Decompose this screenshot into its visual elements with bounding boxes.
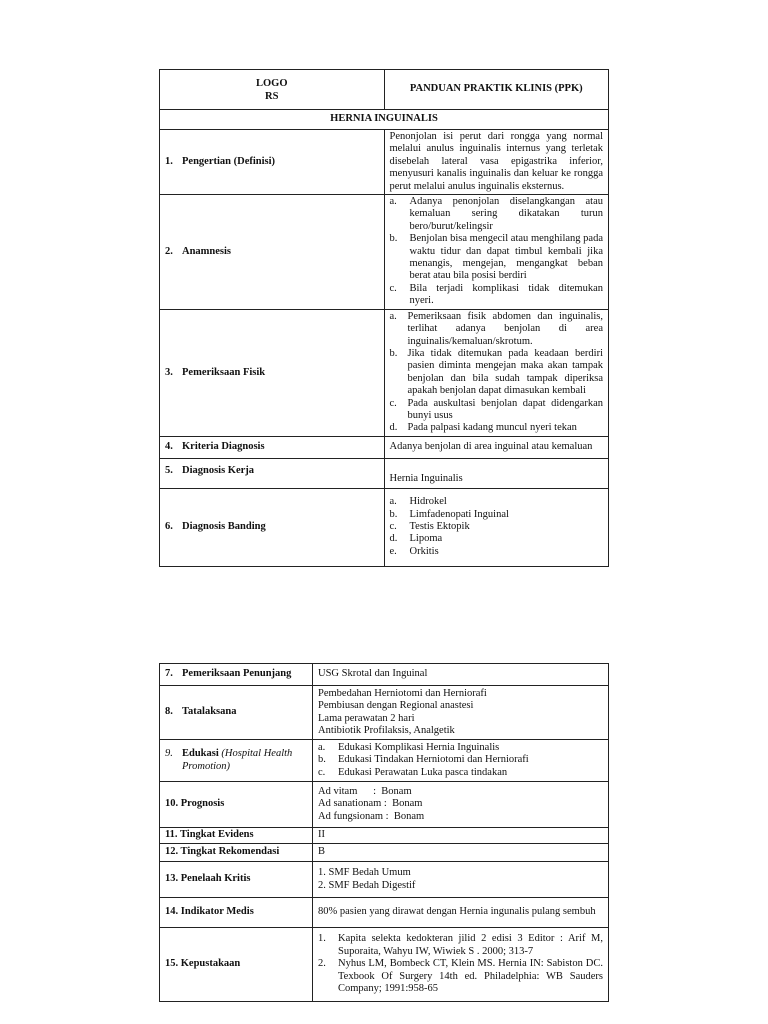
list-item-text: Kapita selekta kedokteran jilid 2 edisi 3 Editor : Arif M, Suporaita, Wahyu IW, Wiwiek S . 2000; 313-7 [338,933,603,957]
list-marker: b. [389,233,398,245]
list-item [318,742,603,754]
list-item-text: Nyhus LM, Bombeck CT, Klein MS. Hernia IN: Sabiston DC. Texbook Of Surgery 14th ed. Philadelphia: WB Sauders Company; 1991:958-65 [338,958,603,995]
row-label-edukasi: 9. Edukasi (Hospital Health Promotion) [160,740,313,782]
kepustakaan-list [318,933,603,995]
list-item-text: Limfadenopati Inguinal [409,508,509,520]
row-label-kriteria-diagnosis: 4. Kriteria Diagnosis [160,436,385,458]
text-line: Pembiusan dengan Regional anastesi [318,700,474,712]
row-label-indikator-medis: 14. Indikator Medis [160,898,313,928]
list-item [318,933,603,958]
row-value-kriteria-diagnosis: Adanya benjolan di area inguinal atau kemaluan [384,436,609,458]
row-value-tatalaksana [313,686,609,740]
list-marker: e. [389,545,397,557]
list-marker: c. [389,397,397,409]
penelaah-kritis-lines [318,867,603,892]
document-title: PANDUAN PRAKTIK KLINIS (PPK) [384,70,609,110]
row-value-tingkat-rekomendasi: B [313,844,609,862]
list-item-text: Lipoma [409,533,443,545]
list-item [390,196,604,233]
row-label-diagnosis-banding: 6. Diagnosis Banding [160,488,385,566]
text-line: Ad fungsionam : Bonam [318,810,425,822]
text-line: Ad vitam : Bonam [318,785,412,797]
list-marker: 1. [318,933,326,945]
anamnesis-list [390,196,604,308]
list-item [318,754,603,766]
row-label-kepustakaan: 15. Kepustakaan [160,928,313,1002]
prognosis-lines [318,786,603,823]
text-line: Antibiotik Profilaksis, Analgetik [318,724,455,736]
list-marker: b. [318,754,326,766]
row-label-tingkat-rekomendasi: 12. Tingkat Rekomendasi [160,844,313,862]
row-value-pemeriksaan-penunjang: USG Skrotal dan Inguinal [313,664,609,686]
list-item [390,496,604,508]
logo-placeholder [160,70,385,110]
list-marker: d. [389,533,398,545]
list-item-text: Benjolan bisa mengecil atau menghilang pada waktu tidur dan dapat timbul kembali jika menangis, mengejan, mengangkat beban berat atau bila posisi berdiri [409,233,603,282]
row-label-prognosis: 10. Prognosis [160,782,313,828]
row-value-pengertian: Penonjolan isi perut dari rongga yang normal melalui anulus inguinalis internus yang terletak disebelah lateral vasa epigastrika inferior, menyusuri kanalis inguinalis dan keluar ke rongga perut melalui anulus inguinalis eksternus. [384,130,609,195]
text-line: Lama perawatan 2 hari [318,712,415,724]
list-item-text: Hidrokel [409,496,447,508]
list-item-text: Testis Ektopik [409,521,470,533]
list-item [390,422,604,434]
row-value-tingkat-evidens: II [313,828,609,844]
text-line: 2. SMF Bedah Digestif [318,879,416,891]
logo-line-2: RS [265,90,279,102]
list-item [390,509,604,521]
list-item-text: Edukasi Komplikasi Hernia Inguinalis [338,741,500,753]
list-marker: b. [389,508,398,520]
list-item-text: Pada palpasi kadang muncul nyeri tekan [407,422,577,434]
list-marker: a. [389,310,397,322]
list-marker: a. [389,496,397,508]
list-item [390,546,604,558]
list-item-text: Pemeriksaan fisik abdomen dan inguinalis, terlihat adanya benjolan di area inguinalis/kemaluan/skrotum. [407,310,603,347]
pemeriksaan-fisik-list [390,311,604,435]
list-marker: c. [389,282,397,294]
text-line: Ad sanationam : Bonam [318,798,423,810]
edukasi-list [318,742,603,779]
tatalaksana-lines [318,688,603,738]
row-value-anamnesis [384,195,609,310]
list-item-text: Edukasi Perawatan Luka pasca tindakan [338,766,508,778]
row-value-diagnosis-kerja: Hernia Inguinalis [384,458,609,488]
diagnosis-banding-list [390,496,604,558]
row-value-edukasi [313,740,609,782]
row-value-diagnosis-banding [384,488,609,566]
ppk-table-page-1 [159,69,609,567]
list-item [390,311,604,348]
row-label-tingkat-evidens: 11. Tingkat Evidens [160,828,313,844]
row-label-tatalaksana: 8. Tatalaksana [160,686,313,740]
list-marker: b. [389,347,398,359]
row-label-penelaah-kritis: 13. Penelaah Kritis [160,862,313,898]
list-marker: c. [389,521,397,533]
logo-line-1: LOGO [255,77,288,89]
row-label-pemeriksaan-penunjang: 7. Pemeriksaan Penunjang [160,664,313,686]
ppk-table-page-2 [159,663,609,1002]
list-item [390,283,604,308]
list-item [390,233,604,283]
list-item [390,533,604,545]
list-marker: a. [389,196,397,208]
row-value-pemeriksaan-fisik [384,309,609,436]
list-item-text: Orkitis [409,545,439,557]
list-marker: c. [318,766,326,778]
row-value-indikator-medis: 80% pasien yang dirawat dengan Hernia ingunalis pulang sembuh [313,898,609,928]
list-item [390,521,604,533]
list-item-text: Edukasi Tindakan Herniotomi dan Herniorafi [338,754,529,766]
row-value-penelaah-kritis [313,862,609,898]
row-label-diagnosis-kerja: 5. Diagnosis Kerja [160,458,385,488]
list-item-text: Adanya penonjolan diselangkangan atau kemaluan sering dikatakan turun bero/burut/kelingsir [409,196,603,232]
list-marker: 2. [318,958,326,970]
text-line: Pembedahan Herniotomi dan Herniorafi [318,687,487,699]
list-item [318,767,603,779]
list-item-text: Pada auskultasi benjolan dapat didengarkan bunyi usus [407,397,603,421]
list-marker: a. [318,741,326,753]
text-line: 1. SMF Bedah Umum [318,867,411,879]
list-item-text: Bila terjadi komplikasi tidak ditemukan nyeri. [409,282,603,307]
row-value-prognosis [313,782,609,828]
list-item [318,958,603,995]
list-marker: d. [389,422,398,434]
list-item-text: Jika tidak ditemukan pada keadaan berdiri pasien diminta mengejan maka akan tampak benjolan dan bila sudah tampak diperiksa apakah benjolan dapat dimasukan kembali [407,347,603,397]
document-subtitle: HERNIA INGUINALIS [160,110,609,130]
row-value-kepustakaan [313,928,609,1002]
row-label-pemeriksaan-fisik: 3. Pemeriksaan Fisik [160,309,385,436]
row-label-pengertian: 1. Pengertian (Definisi) [160,130,385,195]
row-label-anamnesis: 2. Anamnesis [160,195,385,310]
list-item [390,398,604,423]
list-item [390,348,604,398]
